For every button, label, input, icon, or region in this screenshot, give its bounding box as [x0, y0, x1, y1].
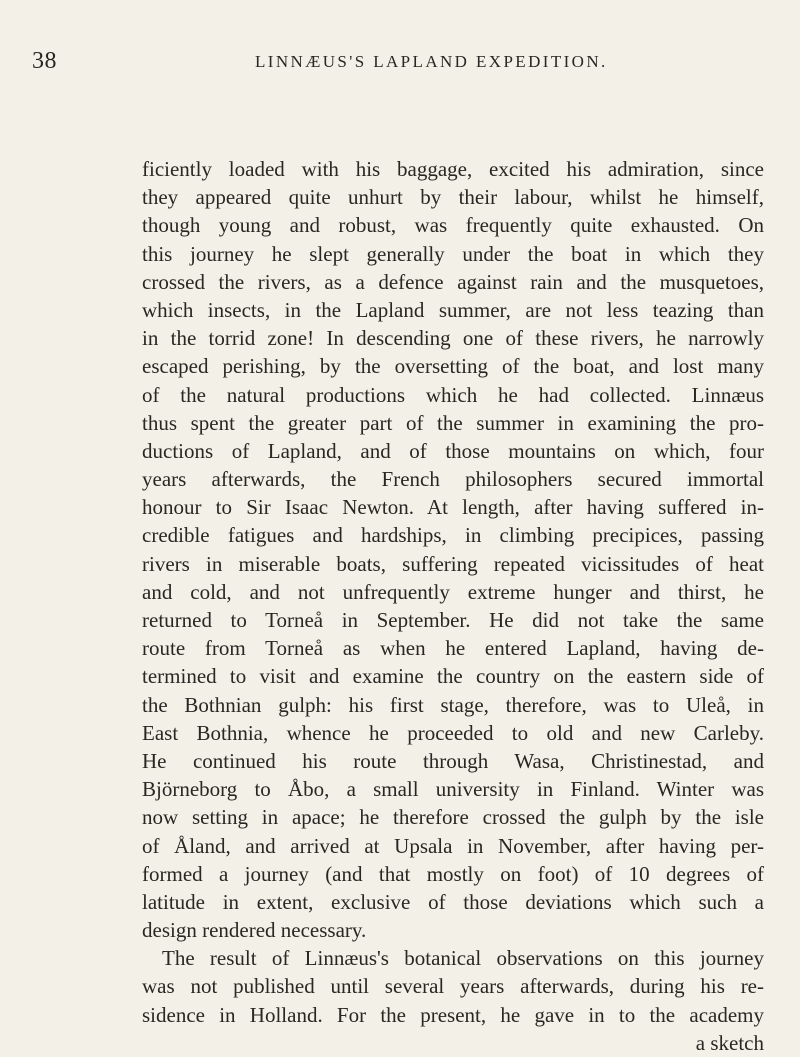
- text-line: termined to visit and examine the country on the eastern side of: [142, 664, 764, 689]
- text-line: this journey he slept generally under the boat in which they: [142, 241, 764, 266]
- text-line: rivers in miserable boats, suffering repeated vicissitudes of heat: [142, 551, 764, 576]
- text-line: ficiently loaded with his baggage, excited his admiration, since: [142, 157, 764, 181]
- text-line: thus spent the greater part of the summer in examining the pro-: [142, 410, 764, 435]
- text-line: and cold, and not unfrequently extreme hunger and thirst, he: [142, 579, 764, 604]
- text-line: The result of Linnæus's botanical observations on this journey: [162, 946, 764, 971]
- running-title: LINNÆUS'S LAPLAND EXPEDITION.: [255, 52, 608, 71]
- text-line: returned to Torneå in September. He did not take the same: [142, 608, 764, 632]
- text-line: ductions of Lapland, and of those mountains on which, four: [142, 438, 764, 463]
- text-line: formed a journey (and that mostly on foot) of 10 degrees of: [142, 861, 764, 886]
- text-line: route from Torneå as when he entered Lapland, having de-: [142, 636, 764, 661]
- text-line: credible fatigues and hardships, in climbing precipices, passing: [142, 523, 764, 548]
- running-head: [0, 48, 800, 78]
- text-line: of the natural productions which he had collected. Linnæus: [142, 382, 764, 407]
- text-line: though young and robust, was frequently quite exhausted. On: [142, 213, 764, 238]
- body-text: [142, 155, 764, 1057]
- text-line: in the torrid zone! In descending one of these rivers, he narrowly: [142, 326, 764, 351]
- text-line: He continued his route through Wasa, Christinestad, and: [142, 748, 764, 773]
- text-line: design rendered necessary.: [142, 918, 367, 943]
- catchword: a sketch: [695, 1030, 764, 1055]
- page-number: 38: [32, 48, 57, 74]
- text-line: of Åland, and arrived at Upsala in November, after having per-: [142, 833, 764, 858]
- text-line: crossed the rivers, as a defence against rain and the musquetoes,: [142, 269, 764, 294]
- text-line: East Bothnia, whence he proceeded to old and new Carleby.: [142, 720, 764, 745]
- text-line: Björneborg to Åbo, a small university in Finland. Winter was: [142, 777, 764, 802]
- text-line: honour to Sir Isaac Newton. At length, after having suffered in-: [142, 495, 764, 520]
- text-line: which insects, in the Lapland summer, are not less teazing than: [142, 297, 764, 322]
- text-line: years afterwards, the French philosophers secured immortal: [142, 467, 764, 492]
- text-line: was not published until several years afterwards, during his re-: [142, 974, 764, 999]
- text-line: they appeared quite unhurt by their labour, whilst he himself,: [142, 185, 764, 210]
- text-line: escaped perishing, by the oversetting of the boat, and lost many: [142, 354, 764, 379]
- text-line: now setting in apace; he therefore crossed the gulph by the isle: [142, 805, 764, 830]
- text-line: the Bothnian gulph: his first stage, therefore, was to Uleå, in: [142, 692, 764, 717]
- text-line: sidence in Holland. For the present, he gave in to the academy: [142, 1002, 764, 1027]
- text-line: latitude in extent, exclusive of those deviations which such a: [142, 889, 764, 914]
